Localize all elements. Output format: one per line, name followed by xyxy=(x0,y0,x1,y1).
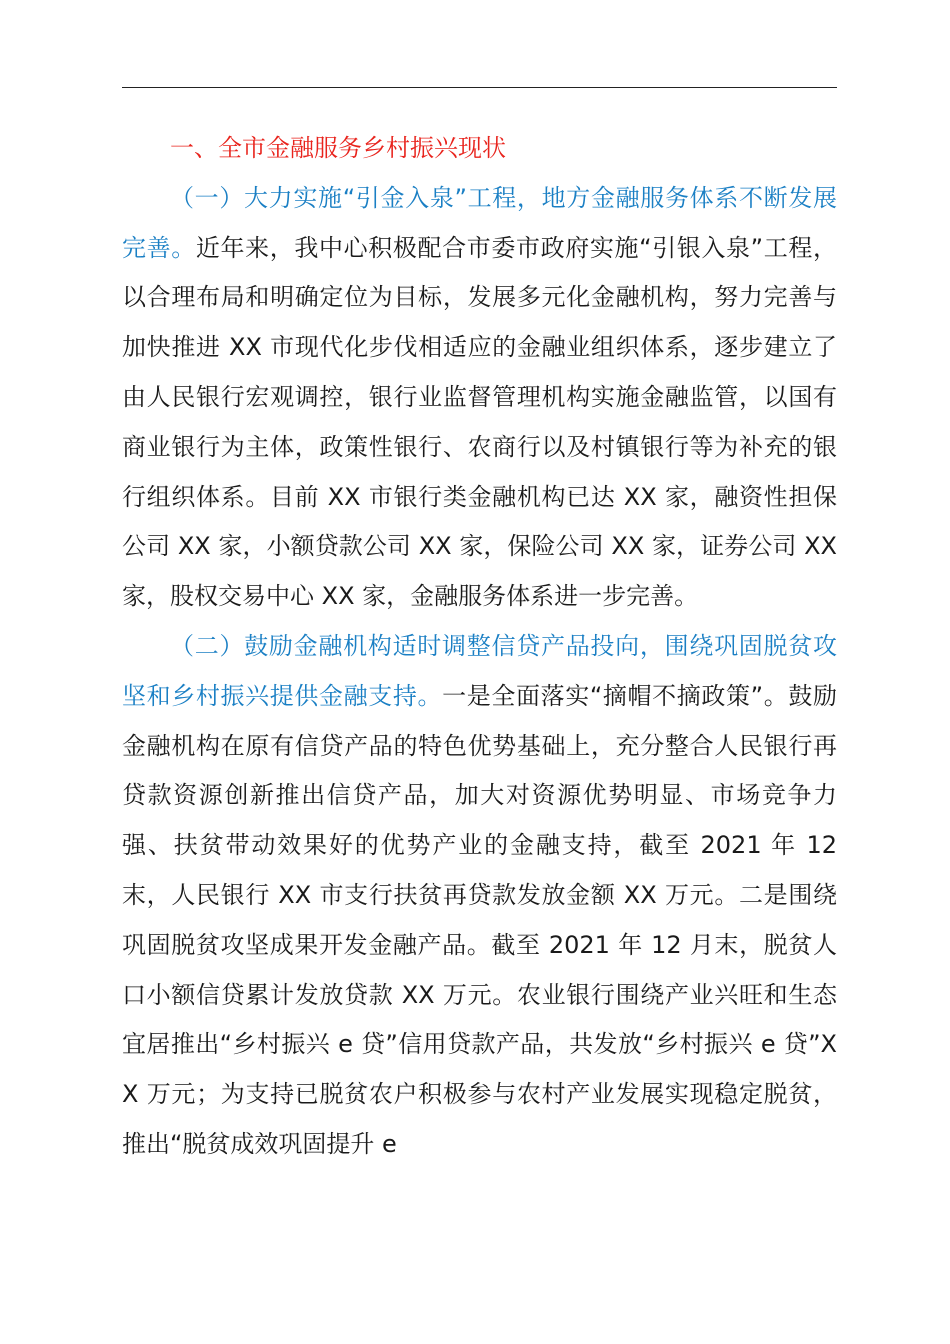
section-heading: 一、全市金融服务乡村振兴现状 xyxy=(170,134,506,162)
paragraph-2-heading: （二）鼓励金融机构适时调整信贷产品投向，围绕巩固脱贫攻坚和乡村振兴提供金融支持。 xyxy=(122,631,837,710)
paragraph-1-heading: （一）大力实施“引金入泉”工程，地方金融服务体系不断发展完善。 xyxy=(122,183,837,262)
header-rule xyxy=(122,87,837,88)
document-body xyxy=(122,124,837,1170)
paragraph-2-body: 一是全面落实“摘帽不摘政策”。鼓励金融机构在原有信贷产品的特色优势基础上，充分整合人民银行再贷款资源创新推出信贷产品，加大对资源优势明显、市场竞争力强、扶贫带动效果好的优势产业的金融支持，截至 2021 年 12 末，人民银行 XX 市支行扶贫再贷款发放金额 XX 万元。二是围绕巩固脱贫攻坚成果开发金融产品。截至 2021 年 12 月末，脱贫人口小额信贷累计发放贷款 XX 万元。农业银行围绕产业兴旺和生态宜居推出“乡村振兴 e 贷”信用贷款产品，共发放“乡村振兴 e 贷”XX 万元；为支持已脱贫农户积极参与农村产业发展实现稳定脱贫，推出“脱贫成效巩固提升 e xyxy=(122,681,837,1158)
paragraph-1-body: 近年来，我中心积极配合市委市政府实施“引银入泉”工程，以合理布局和明确定位为目标，发展多元化金融机构，努力完善与加快推进 XX 市现代化步伐相适应的金融业组织体系，逐步建立了由人民银行宏观调控，银行业监督管理机构实施金融监管，以国有商业银行为主体，政策性银行、农商行以及村镇银行等为补充的银行组织体系。目前 XX 市银行类金融机构已达 XX 家，融资性担保公司 XX 家，小额贷款公司 XX 家，保险公司 XX 家，证券公司 XX 家，股权交易中心 XX 家，金融服务体系进一步完善。 xyxy=(122,233,837,611)
paragraph-2 xyxy=(122,622,837,1170)
paragraph-1 xyxy=(122,174,837,622)
